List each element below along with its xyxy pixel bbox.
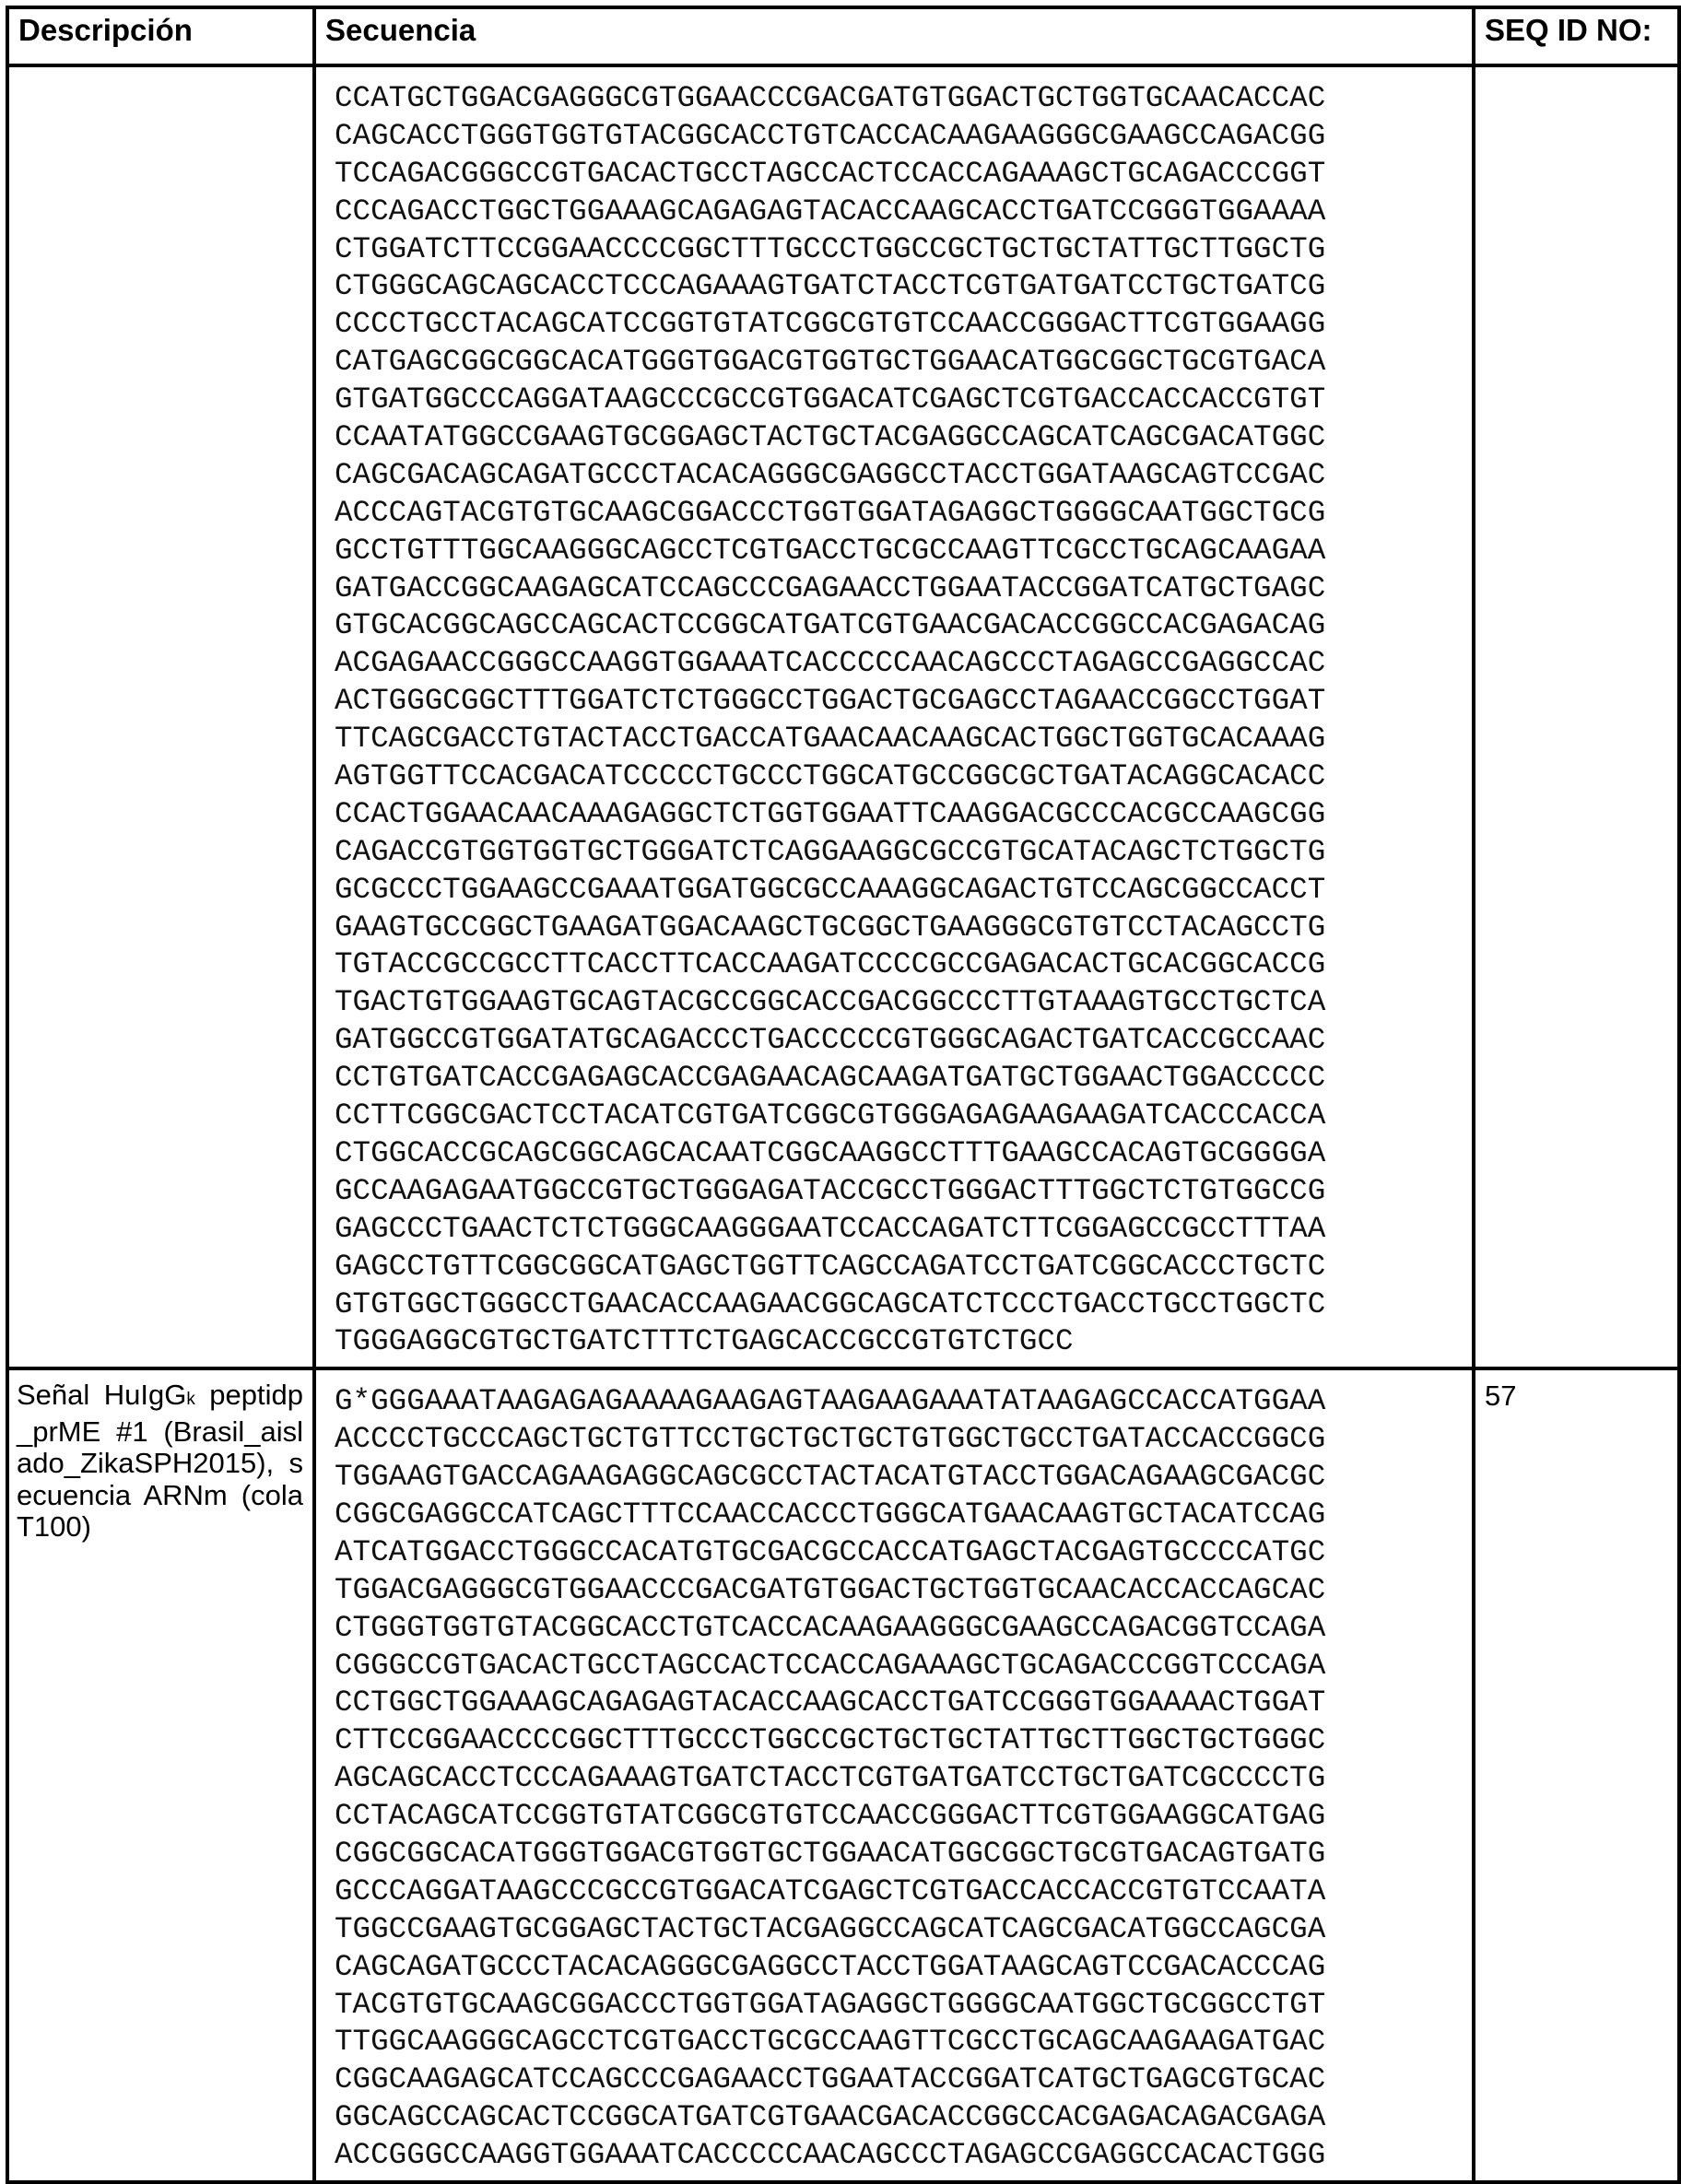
sequence-line: CCAATATGGCCGAAGTGCGGAGCTACTGCTACGAGGCCAGCATCAGCGACATGGC xyxy=(335,419,1472,457)
sequence-line: CCACTGGAACAACAAAGAGGCTCTGGTGGAATTCAAGGACGCCCACGCCAAGCGG xyxy=(335,796,1472,834)
sequence-line: GCCAAGAGAATGGCCGTGCTGGGAGATACCGCCTGGGACTTTGGCTCTGTGGCCG xyxy=(335,1173,1472,1211)
sequence-line: CTTCCGGAACCCCGGCTTTGCCCTGGCCGCTGCTGCTATTGCTTGGCTGCTGGGC xyxy=(335,1722,1472,1760)
sequence-line: GATGACCGGCAAGAGCATCCAGCCCGAGAACCTGGAATACCGGATCATGCTGAGC xyxy=(335,570,1472,608)
sequence-line: GTGCACGGCAGCCAGCACTCCGGCATGATCGTGAACGACACCGGCCACGAGACAG xyxy=(335,607,1472,645)
sequence-table xyxy=(6,6,1681,2184)
seq-id-cell xyxy=(1474,65,1679,1368)
sequence-line: CGGCGAGGCCATCAGCTTTCCAACCACCCTGGGCATGAACAAGTGCTACATCCAG xyxy=(335,1497,1472,1534)
sequence-line: ACGAGAACCGGGCCAAGGTGGAAATCACCCCCAACAGCCCTAGAGCCGAGGCCAC xyxy=(335,645,1472,683)
sequence-line: CAGCACCTGGGTGGTGTACGGCACCTGTCACCACAAGAAGGGCGAAGCCAGACGG xyxy=(335,118,1472,156)
sequence-line: TGGCCGAAGTGCGGAGCTACTGCTACGAGGCCAGCATCAGCGACATGGCCAGCGA xyxy=(335,1911,1472,1949)
sequence-line: ACCCAGTACGTGTGCAAGCGGACCCTGGTGGATAGAGGCTGGGGCAATGGCTGCG xyxy=(335,495,1472,533)
sequence-line: CGGCAAGAGCATCCAGCCCGAGAACCTGGAATACCGGATCATGCTGAGCGTGCAC xyxy=(335,2061,1472,2099)
sequence-line: TTGGCAAGGGCAGCCTCGTGACCTGCGCCAAGTTCGCCTGCAGCAAGAAGATGAC xyxy=(335,2024,1472,2061)
table-row xyxy=(7,1368,1679,2182)
sequence-line: ACCCCTGCCCAGCTGCTGTTCCTGCTGCTGCTGTGGCTGCCTGATACCACCGGCG xyxy=(335,1421,1472,1459)
sequence-line: CGGCGGCACATGGGTGGACGTGGTGCTGGAACATGGCGGCTGCGTGACAGTGATG xyxy=(335,1836,1472,1873)
header-seq-id: SEQ ID NO: xyxy=(1474,7,1679,65)
header-row xyxy=(7,7,1679,65)
sequence-line: GTGATGGCCCAGGATAAGCCCGCCGTGGACATCGAGCTCGTGACCACCACCGTGT xyxy=(335,382,1472,419)
sequence-line: GCCTGTTTGGCAAGGGCAGCCTCGTGACCTGCGCCAAGTTCGCCTGCAGCAAGAA xyxy=(335,533,1472,570)
sequence-line: TGACTGTGGAAGTGCAGTACGCCGGCACCGACGGCCCTTGTAAAGTGCCTGCTCA xyxy=(335,984,1472,1022)
sequence-line: ATCATGGACCTGGGCCACATGTGCGACGCCACCATGAGCTACGAGTGCCCCATGC xyxy=(335,1534,1472,1572)
sequence-line: AGTGGTTCCACGACATCCCCCTGCCCTGGCATGCCGGCGCTGATACAGGCACACC xyxy=(335,758,1472,796)
sequence-line: TACGTGTGCAAGCGGACCCTGGTGGATAGAGGCTGGGGCAATGGCTGCGGCCTGT xyxy=(335,1987,1472,2025)
header-description: Descripción xyxy=(7,7,314,65)
sequence-line: TCCAGACGGGCCGTGACACTGCCTAGCCACTCCACCAGAAAGCTGCAGACCCGGT xyxy=(335,156,1472,194)
sequence-line: TGGGAGGCGTGCTGATCTTTCTGAGCACCGCCGTGTCTGCC xyxy=(335,1323,1472,1361)
sequence-line: CCTGTGATCACCGAGAGCACCGAGAACAGCAAGATGATGCTGGAACTGGACCCCC xyxy=(335,1060,1472,1098)
sequence-line: CAGACCGTGGTGGTGCTGGGATCTCAGGAAGGCGCCGTGCATACAGCTCTGGCTG xyxy=(335,834,1472,872)
table-row xyxy=(7,65,1679,1368)
sequence-line: CAGCGACAGCAGATGCCCTACACAGGGCGAGGCCTACCTGGATAAGCAGTCCGAC xyxy=(335,457,1472,495)
sequence-line: GAAGTGCCGGCTGAAGATGGACAAGCTGCGGCTGAAGGGCGTGTCCTACAGCCTG xyxy=(335,910,1472,947)
sequence-line: CCCAGACCTGGCTGGAAAGCAGAGAGTACACCAAGCACCTGATCCGGGTGGAAAA xyxy=(335,194,1472,231)
seq-id-cell: 57 xyxy=(1474,1368,1679,2182)
sequence-line: CGGGCCGTGACACTGCCTAGCCACTCCACCAGAAAGCTGCAGACCCGGTCCCAGA xyxy=(335,1648,1472,1685)
sequence-line: GCCCAGGATAAGCCCGCCGTGGACATCGAGCTCGTGACCACCACCGTGTCCAATA xyxy=(335,1873,1472,1911)
sequence-line: TGGAAGTGACCAGAAGAGGCAGCGCCTACTACATGTACCTGGACAGAAGCGACGC xyxy=(335,1459,1472,1497)
sequence-line: GCGCCCTGGAAGCCGAAATGGATGGCGCCAAAGGCAGACTGTCCAGCGGCCACCT xyxy=(335,872,1472,910)
sequence-line: CTGGGTGGTGTACGGCACCTGTCACCACAAGAAGGGCGAAGCCAGACGGTCCAGA xyxy=(335,1610,1472,1648)
sequence-line: CAGCAGATGCCCTACACAGGGCGAGGCCTACCTGGATAAGCAGTCCGACACCCAG xyxy=(335,1949,1472,1987)
sequence-line: AGCAGCACCTCCCAGAAAGTGATCTACCTCGTGATGATCCTGCTGATCGCCCCTG xyxy=(335,1760,1472,1798)
sequence-line: CTGGCACCGCAGCGGCAGCACAATCGGCAAGGCCTTTGAAGCCACAGTGCGGGGA xyxy=(335,1135,1472,1173)
sequence-cell xyxy=(314,1368,1474,2182)
sequence-line: GAGCCCTGAACTCTCTGGGCAAGGGAATCCACCAGATCTTCGGAGCCGCCTTTAA xyxy=(335,1211,1472,1249)
sequence-line: GTGTGGCTGGGCCTGAACACCAAGAACGGCAGCATCTCCCTGACCTGCCTGGCTC xyxy=(335,1286,1472,1324)
sequence-line: CTGGGCAGCAGCACCTCCCAGAAAGTGATCTACCTCGTGATGATCCTGCTGATCG xyxy=(335,268,1472,306)
sequence-cell xyxy=(314,65,1474,1368)
sequence-line: TGTACCGCCGCCTTCACCTTCACCAAGATCCCCGCCGAGACACTGCACGGCACCG xyxy=(335,946,1472,984)
sequence-line: TGGACGAGGGCGTGGAACCCGACGATGTGGACTGCTGGTGCAACACCACCAGCAC xyxy=(335,1572,1472,1610)
sequence-line: GGCAGCCAGCACTCCGGCATGATCGTGAACGACACCGGCCACGAGACAGACGAGA xyxy=(335,2099,1472,2137)
sequence-line: CTGGATCTTCCGGAACCCCGGCTTTGCCCTGGCCGCTGCTGCTATTGCTTGGCTG xyxy=(335,231,1472,269)
sequence-line: ACCGGGCCAAGGTGGAAATCACCCCCAACAGCCCTAGAGCCGAGGCCACACTGGG xyxy=(335,2137,1472,2175)
sequence-line: ACTGGGCGGCTTTGGATCTCTGGGCCTGGACTGCGAGCCTAGAACCGGCCTGGAT xyxy=(335,683,1472,721)
sequence-line: GAGCCTGTTCGGCGGCATGAGCTGGTTCAGCCAGATCCTGATCGGCACCCTGCTC xyxy=(335,1249,1472,1286)
sequence-line: CCCCTGCCTACAGCATCCGGTGTATCGGCGTGTCCAACCGGGACTTCGTGGAAGG xyxy=(335,306,1472,344)
header-sequence: Secuencia xyxy=(314,7,1474,65)
sequence-line: CCTTCGGCGACTCCTACATCGTGATCGGCGTGGGAGAGAAGAAGATCACCCACCA xyxy=(335,1098,1472,1135)
description-cell xyxy=(7,65,314,1368)
sequence-line: CCTGGCTGGAAAGCAGAGAGTACACCAAGCACCTGATCCGGGTGGAAAACTGGAT xyxy=(335,1685,1472,1722)
description-subscript: k xyxy=(186,1390,195,1409)
sequence-line: GATGGCCGTGGATATGCAGACCCTGACCCCCGTGGGCAGACTGATCACCGCCAAC xyxy=(335,1022,1472,1060)
description-text: Señal HuIgG xyxy=(17,1379,186,1411)
sequence-line: TTCAGCGACCTGTACTACCTGACCATGAACAACAAGCACTGGCTGGTGCACAAAG xyxy=(335,721,1472,758)
description-cell xyxy=(7,1368,314,2182)
sequence-line: CATGAGCGGCGGCACATGGGTGGACGTGGTGCTGGAACATGGCGGCTGCGTGACA xyxy=(335,344,1472,382)
description-text: peptidp_prME #1 (Brasil_aislado_ZikaSPH2015), secuencia ARNm (cola T100) xyxy=(17,1379,303,1543)
sequence-line: CCATGCTGGACGAGGGCGTGGAACCCGACGATGTGGACTGCTGGTGCAACACCAC xyxy=(335,80,1472,118)
sequence-line: G*GGGAAATAAGAGAGAAAAGAAGAGTAAGAAGAAATATAAGAGCCACCATGGAA xyxy=(335,1383,1472,1421)
sequence-line: CCTACAGCATCCGGTGTATCGGCGTGTCCAACCGGGACTTCGTGGAAGGCATGAG xyxy=(335,1798,1472,1836)
